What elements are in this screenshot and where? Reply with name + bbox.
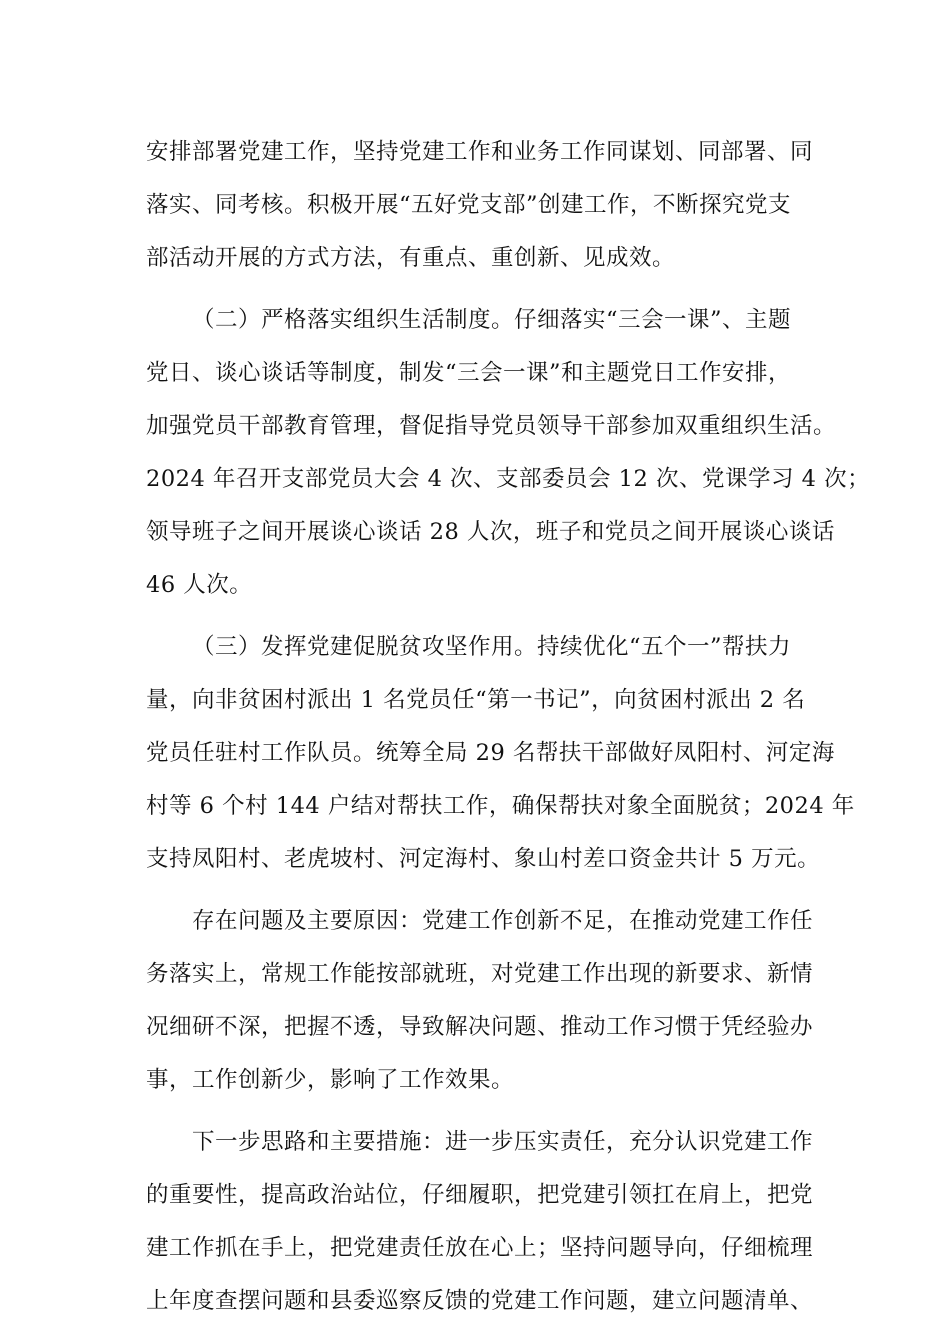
text-line: 2024 年召开支部党员大会 4 次、支部委员会 12 次、党课学习 4 次； [146, 466, 871, 492]
text-line: 部活动开展的方式方法，有重点、重创新、见成效。 [146, 245, 676, 271]
document-body [146, 126, 871, 1328]
text-line: 党员任驻村工作队员。统筹全局 29 名帮扶干部做好凤阳村、河定海 [146, 740, 835, 766]
text-line: 46 人次。 [146, 572, 253, 598]
paragraph-next-steps [146, 1116, 814, 1328]
text-line: 领导班子之间开展谈心谈话 28 人次，班子和党员之间开展谈心谈话 [146, 519, 835, 545]
text-line: 落实、同考核。积极开展“五好党支部”创建工作，不断探究党支 [146, 192, 792, 218]
paragraph-existing-problems [146, 895, 814, 1107]
paragraph-party-building-arrangement [146, 126, 814, 285]
paragraph-poverty-alleviation [146, 621, 855, 886]
text-line: 党日、谈心谈话等制度，制发“三会一课”和主题党日工作安排， [146, 360, 792, 386]
text-line: 上年度查摆问题和县委巡察反馈的党建工作问题，建立问题清单、 [146, 1288, 814, 1314]
text-line: 务落实上，常规工作能按部就班，对党建工作出现的新要求、新情 [146, 961, 814, 987]
text-line: 支持凤阳村、老虎坡村、河定海村、象山村差口资金共计 5 万元。 [146, 846, 821, 872]
text-line: 加强党员干部教育管理，督促指导党员领导干部参加双重组织生活。 [146, 413, 837, 439]
text-line: 建工作抓在手上，把党建责任放在心上；坚持问题导向，仔细梳理 [146, 1235, 814, 1261]
text-line: 下一步思路和主要措施：进一步压实责任，充分认识党建工作 [192, 1129, 814, 1155]
text-line: 村等 6 个村 144 户结对帮扶工作，确保帮扶对象全面脱贫；2024 年 [146, 793, 855, 819]
text-line: 的重要性，提高政治站位，仔细履职，把党建引领扛在肩上，把党 [146, 1182, 814, 1208]
text-line: 安排部署党建工作，坚持党建工作和业务工作同谋划、同部署、同 [146, 139, 814, 165]
text-line: 事，工作创新少，影响了工作效果。 [146, 1067, 515, 1093]
text-line: （二）严格落实组织生活制度。仔细落实“三会一课”、主题 [192, 307, 792, 333]
text-line: 量，向非贫困村派出 1 名党员任“第一书记”，向贫困村派出 2 名 [146, 687, 806, 713]
text-line: 存在问题及主要原因：党建工作创新不足，在推动党建工作任 [192, 908, 814, 934]
paragraph-organization-life-system [146, 294, 871, 612]
text-line: （三）发挥党建促脱贫攻坚作用。持续优化“五个一”帮扶力 [192, 634, 792, 660]
text-line: 况细研不深，把握不透，导致解决问题、推动工作习惯于凭经验办 [146, 1014, 814, 1040]
